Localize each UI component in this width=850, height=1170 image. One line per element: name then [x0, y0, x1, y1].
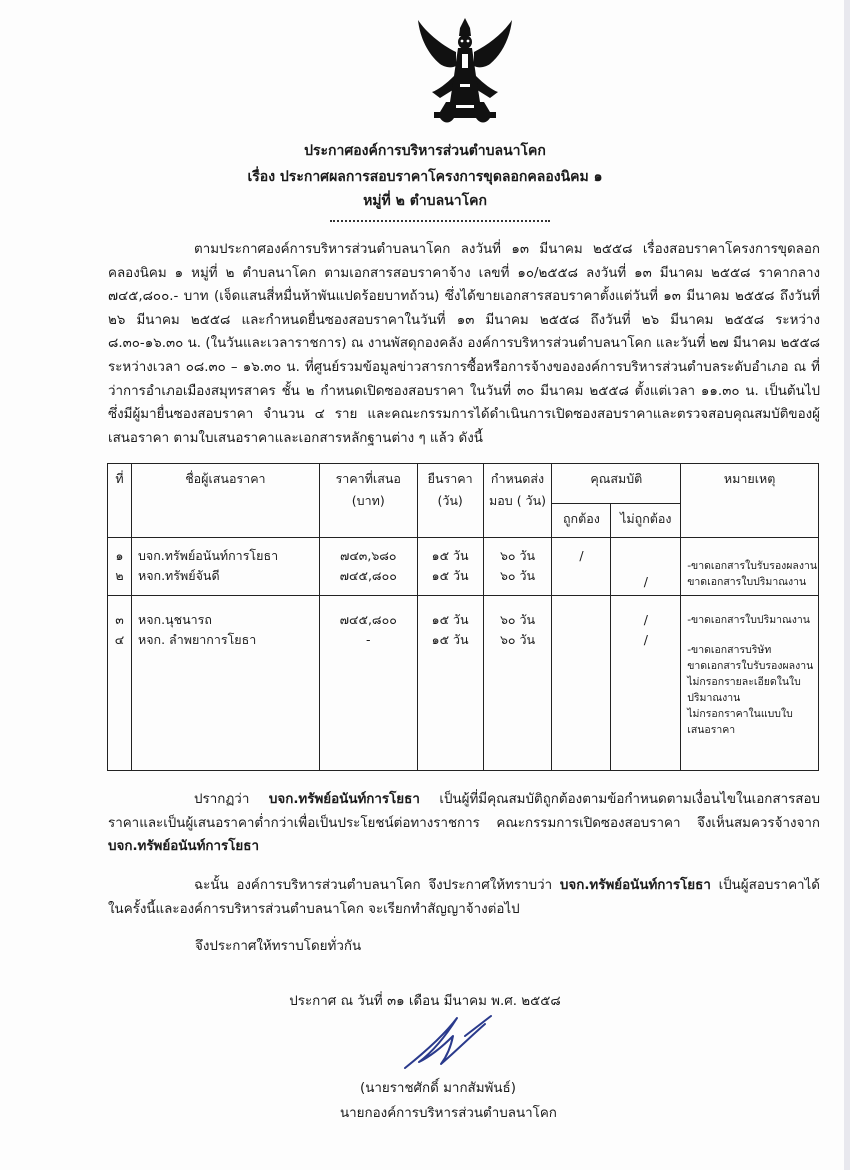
intro-text: ตามประกาศองค์การบริหารส่วนตำบลนาโคก ลงวันที่ ๑๓ มีนาคม ๒๕๕๘ เรื่องสอบราคาโครงการขุดลอกคลองนิคม ๑ หมู่ที่ ๒ ตำบลนาโคก ตามเอกสารสอบราคาจ้าง เลขที่ ๑๐/๒๕๕๘ ลงวันที่ ๑๓ มีนาคม ๒๕๕๘ ราคากลาง ๗๔๕,๘๐๐.- บาท (เจ็ดแสนสี่หมื่นห้าพันแปดร้อยบาทถ้วน) ซึ่งได้ขายเอกสารสอบราคาตั้งแต่วันที่ ๑๓ มีนาคม ๒๕๕๘ ถึงวันที่ ๒๖ มีนาคม ๒๕๕๘ และกำหนดยื่นซองสอบราคาในวันที่ ๑๓ มีนาคม ๒๕๕๘ ถึงวันที่ ๒๖ มีนาคม ๒๕๕๘ ระหว่าง ๘.๓๐-๑๖.๓๐ น. (ในวันและเวลาราชการ) ณ งานพัสดุกองคลัง องค์การบริหารส่วนตำบลนาโคก และวันที่ ๒๗ มีนาคม ๒๕๕๘ ระหว่างเวลา ๐๘.๓๐ – ๑๖.๓๐ น. ที่ศูนย์รวมข้อมูลข่าวสารการซื้อหรือการจ้างขององค์การบริหารส่วนตำบลระดับอำเภอ ณ ที่ว่าการอำเภอเมืองสมุทรสาคร ชั้น ๒ กำหนดเปิดซองสอบราคา ในวันที่ ๓๐ มีนาคม ๒๕๕๘ ตั้งแต่เวลา ๑๑.๓๐ น. เป็นต้นไป ซึ่งมีผู้มายื่นซองสอบราคา จำนวน ๔ ราย และคณะกรรมการได้ดำเนินการเปิดซองสอบราคาและตรวจสอบคุณสมบัติของผู้เสนอราคา ตามใบเสนอราคาและเอกสารหลักฐานต่าง ๆ แล้ว ดังนี้	[108, 242, 820, 446]
intro-paragraph	[108, 238, 820, 450]
row-price: ๗๔๕,๘๐๐	[339, 568, 397, 583]
row-validity: ๑๕ วัน	[431, 612, 469, 627]
row-correct-mark: /	[579, 548, 584, 563]
announcement-date: ประกาศ ณ วันที่ ๓๑ เดือน มีนาคม พ.ศ. ๒๕๕๘	[289, 994, 561, 1009]
row-correct-mark	[552, 630, 610, 650]
row-incorrect-mark: /	[643, 612, 648, 627]
row-correct-cell	[552, 538, 611, 596]
row-validity: ๑๕ วัน	[431, 632, 469, 647]
remark-line: -ขาดเอกสารบริษัท	[687, 644, 772, 656]
announcement-location: หมู่ที่ ๒ ตำบลนาโคก	[363, 193, 487, 209]
row-bidder-cell	[131, 596, 319, 771]
row-validity: ๑๕ วัน	[431, 548, 469, 563]
header-delivery-unit: มอบ ( วัน)	[489, 493, 546, 508]
row-no: ๒	[115, 568, 124, 583]
row-no-cell	[108, 596, 132, 771]
row-bidder: หจก.ทรัพย์จันดี	[137, 568, 220, 583]
row-no: ๑	[115, 548, 124, 563]
row-incorrect-mark	[611, 552, 680, 572]
remark-line: ขาดเอกสารใบรับรองผลงาน	[687, 660, 814, 672]
header-delivery-label: กำหนดส่ง	[490, 471, 545, 486]
header-price-label: ราคาที่เสนอ	[335, 471, 401, 486]
remark-line: เสนอราคา	[687, 724, 736, 736]
header-validity-label: ยืนราคา	[427, 471, 473, 486]
result-lead: ปรากฏว่า	[194, 792, 250, 807]
header-price-unit: (บาท)	[351, 493, 385, 508]
remark-line: -ขาดเอกสารใบปริมาณงาน	[687, 614, 810, 626]
remark-line: -ขาดเอกสารใบรับรองผลงาน	[687, 560, 818, 572]
header-validity	[417, 464, 483, 538]
row-validity-cell	[417, 596, 483, 771]
row-delivery-cell	[483, 596, 552, 771]
row-delivery: ๖๐ วัน	[499, 632, 536, 647]
row-no: ๔	[114, 632, 125, 647]
row-price: ๗๔๕,๘๐๐	[339, 612, 397, 627]
header-divider	[330, 220, 550, 222]
row-price: -	[365, 632, 371, 647]
row-incorrect-mark: /	[643, 574, 648, 589]
row-remarks-cell	[681, 596, 819, 771]
row-bidder: หจก. ลำพยาการโยธา	[137, 632, 257, 647]
signature	[395, 1012, 505, 1074]
row-no-cell	[108, 538, 132, 596]
announce-text	[108, 874, 820, 921]
announcement-subject: เรื่อง ประกาศผลการสอบราคาโครงการขุดลอกคลองนิคม ๑	[247, 169, 603, 185]
header-correct: ถูกต้อง	[552, 504, 611, 538]
result-paragraph	[108, 788, 820, 859]
bid-results-table	[107, 463, 819, 771]
row-incorrect-cell	[611, 596, 681, 771]
row-remarks-cell	[681, 538, 819, 596]
header-incorrect: ไม่ถูกต้อง	[611, 504, 681, 538]
row-bidder-cell	[131, 538, 319, 596]
row-price: ๗๔๓,๖๘๐	[339, 548, 397, 563]
row-validity-cell	[417, 538, 483, 596]
row-delivery-cell	[483, 538, 552, 596]
header-price	[319, 464, 417, 538]
row-correct-mark	[552, 566, 610, 586]
signer-name: (นายราชศักดิ์ มากสัมพันธ์)	[360, 1081, 516, 1096]
remark-spacer	[687, 628, 818, 642]
row-delivery: ๖๐ วัน	[499, 548, 536, 563]
header-delivery	[483, 464, 552, 538]
general-notice: จึงประกาศให้ทราบโดยทั่วกัน	[195, 939, 362, 954]
announce-paragraph	[108, 874, 820, 921]
remark-line: ขาดเอกสารใบปริมาณงาน	[687, 576, 807, 588]
row-bidder: หจก.นุชนารถ	[137, 612, 212, 627]
row-price-cell	[319, 538, 417, 596]
row-incorrect-mark: /	[643, 632, 648, 647]
row-delivery: ๖๐ วัน	[499, 612, 536, 627]
winner-name: บจก.ทรัพย์อนันท์การโยธา	[268, 792, 420, 807]
row-correct-mark	[552, 610, 610, 630]
row-no: ๓	[115, 612, 124, 627]
row-correct-cell	[552, 596, 611, 771]
announce-winner: บจก.ทรัพย์อนันท์การโยธา	[559, 878, 711, 893]
header-remarks: หมายเหตุ	[681, 464, 819, 538]
header-no: ที่	[108, 464, 132, 538]
announcement-org: ประกาศองค์การบริหารส่วนตำบลนาโคก	[304, 143, 546, 159]
remark-line: ปริมาณงาน	[687, 692, 741, 704]
table-row	[108, 596, 819, 771]
remark-line: ไม่กรอกราคาในแบบใบ	[687, 708, 793, 720]
announce-body: เป็นผู้สอบราคาได้ในครั้งนี้และองค์การบริหารส่วนตำบลนาโคก จะเรียกทำสัญญาจ้างต่อไป	[108, 878, 820, 917]
header-bidder: ชื่อผู้เสนอราคา	[131, 464, 319, 538]
row-bidder: บจก.ทรัพย์อนันท์การโยธา	[137, 548, 279, 563]
table-row	[108, 538, 819, 596]
garuda-emblem	[410, 14, 520, 126]
result-text	[108, 788, 820, 859]
row-incorrect-cell	[611, 538, 681, 596]
remark-line: ไม่กรอกรายละเอียดในใบ	[687, 676, 801, 688]
header-validity-unit: (วัน)	[437, 493, 463, 508]
announce-lead: ฉะนั้น องค์การบริหารส่วนตำบลนาโคก จึงประกาศให้ทราบว่า	[194, 878, 553, 893]
signer-title: นายกองค์การบริหารส่วนตำบลนาโคก	[340, 1106, 557, 1121]
winner-name-repeat: บจก.ทรัพย์อนันท์การโยธา	[108, 839, 259, 855]
row-validity: ๑๕ วัน	[431, 568, 469, 583]
row-price-cell	[319, 596, 417, 771]
result-body: เป็นผู้ที่มีคุณสมบัติถูกต้องตามข้อกำหนดตามเงื่อนไขในเอกสารสอบราคาและเป็นผู้เสนอราคาต่ำกว่าเพื่อเป็นประโยชน์ต่อทางราชการ คณะกรรมการเปิดซองสอบราคา จึงเห็นสมควรจ้างจาก	[108, 792, 820, 831]
row-delivery: ๖๐ วัน	[499, 568, 536, 583]
header-qualification: คุณสมบัติ	[552, 464, 681, 504]
